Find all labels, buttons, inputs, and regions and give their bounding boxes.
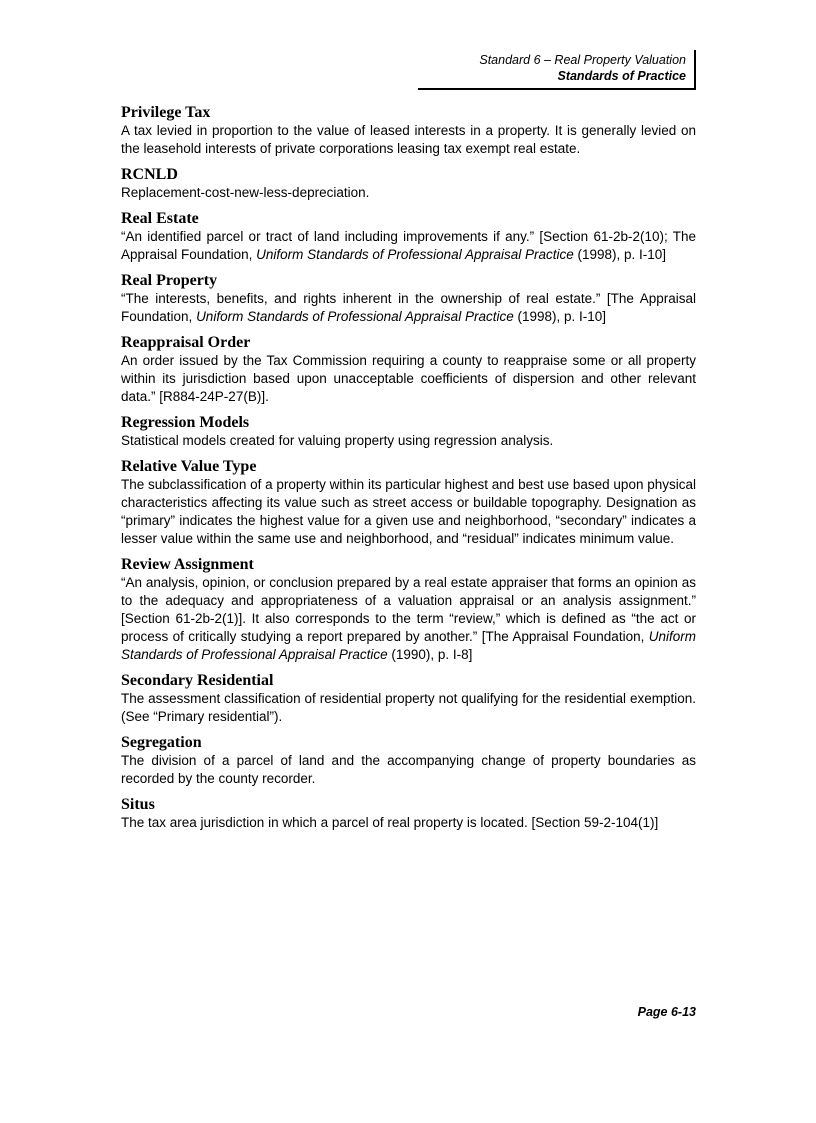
glossary-definition: “An identified parcel or tract of land including improvements if any.” [Section 61-2b-2(10); The Appraisal Foundation, Uniform Standards of Professional Appraisal Practice (1998), p. I-10] (121, 229, 696, 262)
glossary-term: Real Estate (121, 210, 199, 227)
glossary-definition: An order issued by the Tax Commission requiring a county to reappraise some or all property within its jurisdiction based upon unacceptable coefficients of dispersion and other relevant data.” [R884-24P-27(B)]. (121, 353, 696, 404)
glossary-entry-real-property (121, 271, 696, 326)
glossary-term: Privilege Tax (121, 104, 211, 121)
glossary-term: RCNLD (121, 166, 178, 183)
glossary-entry-situs (121, 795, 696, 832)
page-number: Page 6-13 (637, 1005, 696, 1019)
glossary-definition: “The interests, benefits, and rights inherent in the ownership of real estate.” [The Appraisal Foundation, Uniform Standards of Professional Appraisal Practice (1998), p. I-10] (121, 291, 696, 324)
header-standard-title: Standard 6 – Real Property Valuation (479, 53, 686, 67)
glossary-term: Regression Models (121, 414, 250, 431)
glossary-entry-relative-value-type (121, 457, 696, 548)
glossary-entry-regression-models (121, 413, 696, 450)
glossary-term: Segregation (121, 734, 202, 751)
glossary-entry-segregation (121, 733, 696, 788)
glossary-definition: “An analysis, opinion, or conclusion prepared by a real estate appraiser that forms an opinion as to the adequacy and appropriateness of a valuation appraisal or an analysis assignment.” [Section 61-2b-2(1)]. It also corresponds to the term “review,” which is defined as “the act or process of critically studying a report prepared by another.” [The Appraisal Foundation, Uniform Standards of Professional Appraisal Practice (1990), p. I-8] (121, 575, 696, 662)
glossary-list (121, 103, 696, 839)
glossary-term: Relative Value Type (121, 458, 257, 475)
header-rule-horizontal (418, 88, 696, 90)
header-section-title: Standards of Practice (557, 69, 686, 83)
glossary-definition: The tax area jurisdiction in which a parcel of real property is located. [Section 59-2-104(1)] (121, 815, 659, 830)
glossary-entry-real-estate (121, 209, 696, 264)
glossary-term: Real Property (121, 272, 218, 289)
header-rule-vertical (694, 50, 696, 90)
glossary-term: Secondary Residential (121, 672, 274, 689)
glossary-entry-secondary-residential (121, 671, 696, 726)
publication-title: Uniform Standards of Professional Appraisal Practice (256, 247, 574, 262)
glossary-definition: Replacement-cost-new-less-depreciation. (121, 185, 370, 200)
publication-title: Uniform Standards of Professional Appraisal Practice (121, 629, 696, 662)
glossary-entry-privilege-tax (121, 103, 696, 158)
running-header (418, 50, 696, 90)
glossary-definition: A tax levied in proportion to the value of leased interests in a property. It is generally levied on the leasehold interests of private corporations leasing tax exempt real estate. (121, 123, 696, 156)
glossary-definition: The assessment classification of residential property not qualifying for the residential exemption. (See “Primary residential”). (121, 691, 696, 724)
publication-title: Uniform Standards of Professional Appraisal Practice (196, 309, 514, 324)
glossary-entry-rcnld (121, 165, 696, 202)
glossary-definition: The subclassification of a property within its particular highest and best use based upon physical characteristics affecting its value such as street access or buildable topography. Designation as “primary” indicates the highest value for a given use and neighborhood, “secondary” indicates a lesser value within the same use and neighborhood, and “residual” indicates minimum value. (121, 477, 696, 546)
glossary-term: Situs (121, 796, 155, 813)
glossary-definition: The division of a parcel of land and the accompanying change of property boundaries as recorded by the county recorder. (121, 753, 696, 786)
glossary-entry-reappraisal-order (121, 333, 696, 406)
glossary-term: Review Assignment (121, 556, 254, 573)
glossary-entry-review-assignment (121, 555, 696, 664)
glossary-definition: Statistical models created for valuing property using regression analysis. (121, 433, 554, 448)
glossary-term: Reappraisal Order (121, 334, 251, 351)
